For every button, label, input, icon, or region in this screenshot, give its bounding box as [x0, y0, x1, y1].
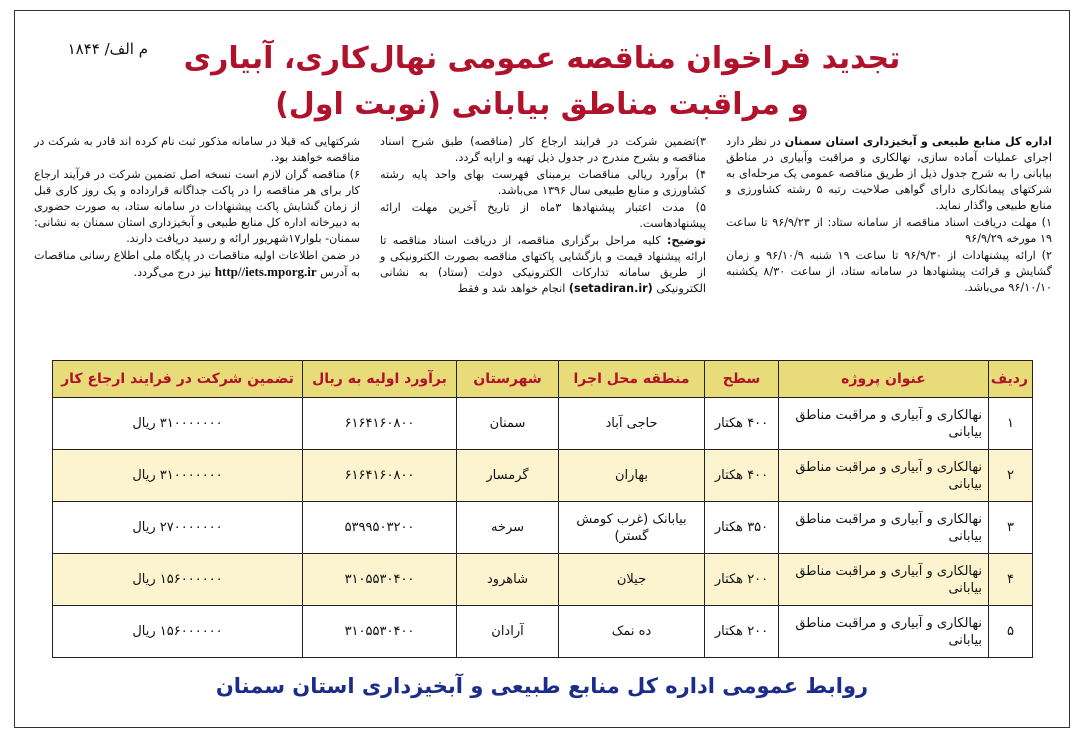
body-column-middle	[380, 134, 706, 298]
cell-area: ۴۰۰ هکتار	[705, 398, 779, 450]
deadline-proposals: ۲) ارائه پیشنهادات از ۹۶/۹/۳۰ تا ساعت ۱۹ شنبه ۹۶/۱۰/۹ و زمان گشایش و قرائت پیشنهادها در سامانه ستاد، از ساعت ۸/۳۰ یکشنبه ۹۶/۱۰/۱۰ می‌باشد.	[726, 249, 1052, 294]
page-title-line2: و مراقبت مناطق بیابانی (نوبت اول)	[275, 87, 809, 122]
cell-row-number: ۵	[989, 606, 1033, 658]
table-row	[53, 554, 1033, 606]
cell-row-number: ۴	[989, 554, 1033, 606]
header-city: شهرستان	[457, 361, 559, 398]
table-row	[53, 502, 1033, 554]
cell-project-title: نهالکاری و آبیاری و مراقبت مناطق بیابانی	[779, 502, 989, 554]
note-text: کلیه مراحل برگزاری مناقصه، از دریافت اسناد مناقصه تا ارائه پیشنهاد قیمت و بازگشایی پاکتهای مناقصه بصورت الکترونیکی و از طریق سامانه تدارکات الکترونیکی دولت (ستاد) به نشانی الکترونیکی	[380, 234, 706, 295]
eligibility-text: شرکتهایی که قبلا در سامانه مذکور ثبت نام کرده اند قادر به شرکت در مناقصه خواهند بود.	[34, 135, 360, 164]
body-column-left	[34, 134, 360, 282]
header-project-title: عنوان پروژه	[779, 361, 989, 398]
deadline-documents: ۱) مهلت دریافت اسناد مناقصه از سامانه ستاد: از ۹۶/۹/۲۳ تا ساعت ۱۹ مورخه ۹۶/۹/۲۹	[726, 216, 1053, 245]
cell-area: ۲۰۰ هکتار	[705, 606, 779, 658]
footer-signature: روابط عمومی اداره کل منابع طبیعی و آبخیزداری استان سمنان	[215, 674, 869, 698]
cell-area: ۲۰۰ هکتار	[705, 554, 779, 606]
header-area: سطح	[705, 361, 779, 398]
estimate-clause: ۴) برآورد ریالی مناقصات برمبنای فهرست بهای واحد پایه رشته کشاورزی و منابع طبیعی سال ۱۳۹۶ می‌باشد.	[380, 168, 706, 197]
cell-guarantee: ۱۵۶۰۰۰۰۰۰ ریال	[53, 554, 303, 606]
info-paragraph	[34, 248, 360, 281]
cell-estimate: ۳۱۰۵۵۳۰۴۰۰	[303, 606, 457, 658]
cell-guarantee: ۳۱۰۰۰۰۰۰۰ ریال	[53, 450, 303, 502]
cell-location: جیلان	[559, 554, 705, 606]
cell-city: گرمسار	[457, 450, 559, 502]
cell-city: آرادان	[457, 606, 559, 658]
cell-location: حاجی آباد	[559, 398, 705, 450]
cell-project-title: نهالکاری و آبیاری و مراقبت مناطق بیابانی	[779, 606, 989, 658]
body-column-right	[726, 134, 1052, 297]
cell-city: شاهرود	[457, 554, 559, 606]
issuer-name: اداره کل منابع طبیعی و آبخیزداری استان سمنان	[784, 135, 1053, 148]
setad-site: (setadiran.ir)	[568, 282, 653, 295]
cell-row-number: ۲	[989, 450, 1033, 502]
header-row-number: ردیف	[989, 361, 1033, 398]
cell-city: سرخه	[457, 502, 559, 554]
intro-paragraph	[726, 134, 1052, 214]
table-row	[53, 606, 1033, 658]
intro-text: در نظر دارد اجرای عملیات آماده سازی، نهالکاری و مراقبت وآبیاری در مناطق بیابانی را به شرح جدول ذیل از طریق مناقصه عمومی یک مرحله‌ای به شرکتهای پیمانکاری دارای گواهی صلاحیت رتبه ۵ رشته کشاورزی و منابع طبیعی واگذار نماید.	[726, 135, 1052, 212]
cell-project-title: نهالکاری و آبیاری و مراقبت مناطق بیابانی	[779, 554, 989, 606]
header-location: منطقه محل اجرا	[559, 361, 705, 398]
cell-area: ۴۰۰ هکتار	[705, 450, 779, 502]
cell-estimate: ۳۱۰۵۵۳۰۴۰۰	[303, 554, 457, 606]
cell-location: ده نمک	[559, 606, 705, 658]
cell-area: ۳۵۰ هکتار	[705, 502, 779, 554]
validity-clause: ۵) مدت اعتبار پیشنهادها ۳ماه از تاریخ آخرین مهلت ارائه پیشنهادهاست.	[380, 201, 706, 230]
notice-code: م الف/ ۱۸۴۴	[67, 40, 148, 58]
table-row	[53, 398, 1033, 450]
cell-row-number: ۱	[989, 398, 1033, 450]
note-tail: انجام خواهد شد و فقط	[457, 282, 569, 295]
info-tail: نیز درج می‌گردد.	[133, 266, 215, 279]
notice-body	[36, 134, 1052, 352]
info-text: در ضمن اطلاعات اولیه مناقصات در پایگاه ملی اطلاع رسانی مناقصات به آدرس	[34, 249, 360, 279]
cell-city: سمنان	[457, 398, 559, 450]
cell-location: بیابانک (غرب کومش گستر)	[559, 502, 705, 554]
table-row	[53, 450, 1033, 502]
cell-guarantee: ۲۷۰۰۰۰۰۰۰ ریال	[53, 502, 303, 554]
cell-project-title: نهالکاری و آبیاری و مراقبت مناطق بیابانی	[779, 398, 989, 450]
header-estimate: برآورد اولیه به ریال	[303, 361, 457, 398]
cell-row-number: ۳	[989, 502, 1033, 554]
note-label: توضیح:	[666, 234, 706, 247]
table-header-row	[53, 361, 1033, 398]
cell-guarantee: ۱۵۶۰۰۰۰۰۰ ریال	[53, 606, 303, 658]
note-paragraph	[380, 233, 706, 297]
page-title-line1: تجدید فراخوان مناقصه عمومی نهال‌کاری، آبیاری	[183, 41, 901, 76]
cell-guarantee: ۳۱۰۰۰۰۰۰۰ ریال	[53, 398, 303, 450]
tender-table	[52, 360, 1033, 658]
cell-project-title: نهالکاری و آبیاری و مراقبت مناطق بیابانی	[779, 450, 989, 502]
iets-link[interactable]: http//iets.mporg.ir	[214, 264, 317, 279]
guarantee-clause: ۳)تضمین شرکت در فرایند ارجاع کار (مناقصه) طبق شرح اسناد مناقصه و بشرح مندرج در جدول ذیل تهیه و ارایه گردد.	[380, 135, 706, 164]
cell-estimate: ۶۱۶۴۱۶۰۸۰۰	[303, 450, 457, 502]
submission-clause: ۶) مناقصه گران لازم است نسخه اصل تضمین شرکت در فرآیند ارجاع کار برای هر مناقصه را در پاکت جداگانه قرارداده و یک روز کاری قبل از زمان گشایش پاکت پیشنهادات در سامانه ستاد، به صورت حضوری به دبیرخانه اداره کل منابع طبیعی و آبخیزداری استان سمنان به نشانی: سمنان- بلوار۱۷شهریور ارائه و رسید دریافت دارند.	[34, 168, 360, 245]
cell-estimate: ۵۳۹۹۵۰۳۲۰۰	[303, 502, 457, 554]
cell-location: بهاران	[559, 450, 705, 502]
header-guarantee: تضمین شرکت در فرایند ارجاع کار	[53, 361, 303, 398]
cell-estimate: ۶۱۶۴۱۶۰۸۰۰	[303, 398, 457, 450]
